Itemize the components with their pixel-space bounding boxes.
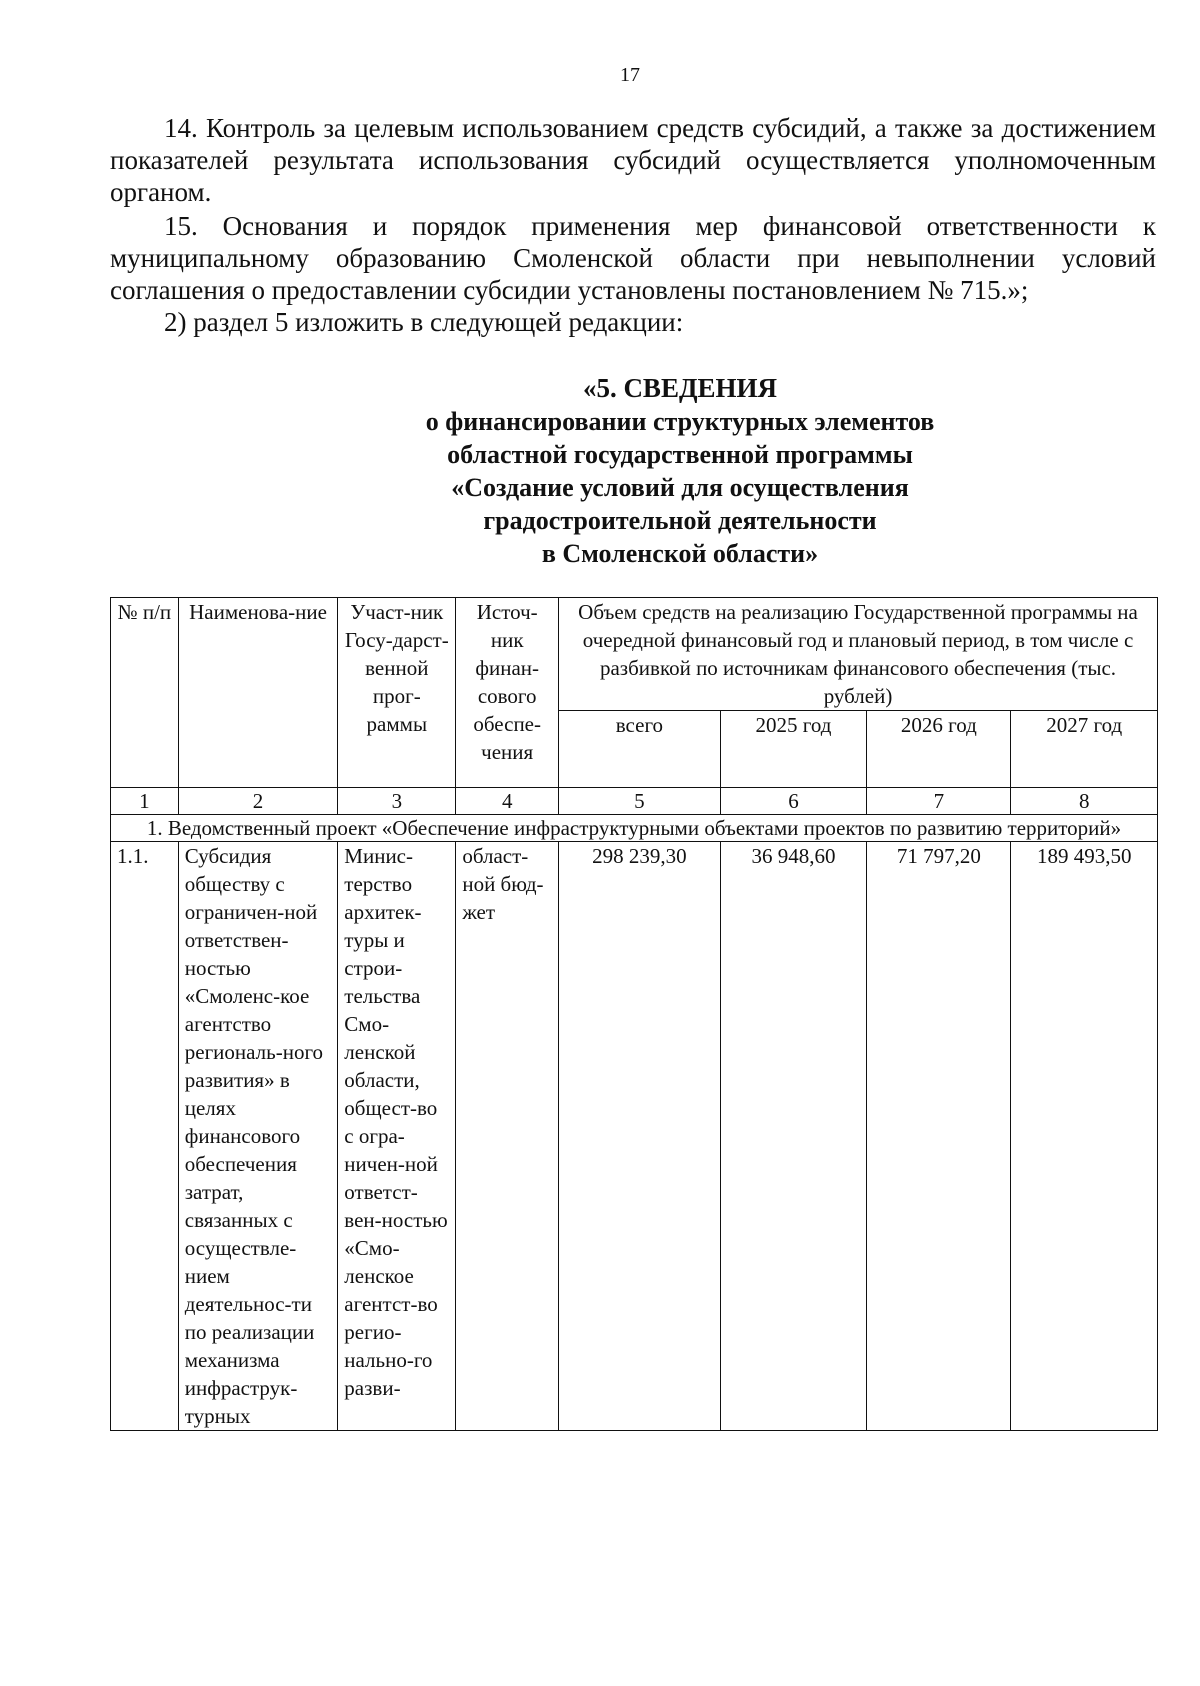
heading-line-5: градостроительной деятельности (483, 506, 877, 535)
column-number: 6 (720, 788, 866, 815)
column-number: 5 (559, 788, 721, 815)
row-2027: 189 493,50 (1011, 842, 1158, 1431)
header-year-2025: 2025 год (720, 711, 866, 788)
column-number: 3 (338, 788, 456, 815)
paragraph-14-text: 14. Контроль за целевым использованием средств субсидий, а также за достижением показателей результата использования субсидий осуществляется уполномоченным органом. (110, 113, 1156, 207)
heading-line-2: о финансировании структурных элементов (425, 407, 935, 436)
heading-line-6: в Смоленской области» (541, 539, 819, 568)
paragraph-15-text: 15. Основания и порядок применения мер финансовой ответственности к муниципальному образованию Смоленской области при невыполнении условий соглашения о предоставлении субсидии установлены постановлением № 715.»; (110, 211, 1156, 305)
column-number: 1 (111, 788, 179, 815)
header-total: всего (559, 711, 721, 788)
financing-table (110, 597, 1158, 1431)
column-number: 8 (1011, 788, 1158, 815)
column-number: 7 (867, 788, 1011, 815)
section-row (111, 815, 1158, 842)
row-source: област-ной бюд-жет (456, 842, 559, 1431)
row-total: 298 239,30 (559, 842, 721, 1431)
header-col-source: Источ-ник финан-сового обеспе-чения (456, 598, 559, 788)
section-heading (250, 372, 1110, 570)
paragraph-amendment-2-text: 2) раздел 5 изложить в следующей редакции: (164, 307, 684, 337)
row-2026: 71 797,20 (867, 842, 1011, 1431)
table-row (111, 842, 1158, 1431)
heading-line-1: «5. СВЕДЕНИЯ (582, 373, 778, 403)
paragraph-amendment-2 (110, 306, 1156, 338)
column-number: 2 (178, 788, 338, 815)
header-col-number: № п/п (111, 598, 179, 788)
header-row-top (111, 598, 1158, 711)
section-title: 1. Ведомственный проект «Обеспечение инфраструктурными объектами проектов по развитию территорий» (111, 815, 1158, 842)
row-participant: Минис-терство архитек-туры и строи-тельства Смо-ленской области, общест-во с огра-ничен-ной ответст-вен-ностью «Смо-ленское агентст-во регио-нально-го разви- (338, 842, 456, 1431)
row-name: Субсидия обществу с ограничен-ной ответствен-ностью «Смоленс-кое агентство региональ-ного развития» в целях финансового обеспечения затрат, связанных с осуществле-нием деятельнос-ти по реализации механизма инфраструк-турных (178, 842, 338, 1431)
header-col-name: Наименова-ние (178, 598, 338, 788)
heading-line-4: «Создание условий для осуществления (451, 473, 909, 502)
paragraph-15 (110, 210, 1156, 306)
row-number: 1.1. (111, 842, 179, 1431)
column-number: 4 (456, 788, 559, 815)
heading-line-3: областной государственной программы (447, 440, 913, 469)
row-2025: 36 948,60 (720, 842, 866, 1431)
header-year-2027: 2027 год (1011, 711, 1158, 788)
column-number-row (111, 788, 1158, 815)
header-col-volume: Объем средств на реализацию Государственной программы на очередной финансовый год и плановый период, в том числе с разбивкой по источникам финансового обеспечения (тыс. рублей) (559, 598, 1158, 711)
page-number: 17 (620, 64, 640, 86)
header-year-2026: 2026 год (867, 711, 1011, 788)
header-col-participant: Участ-ник Госу-дарст-венной прог-раммы (338, 598, 456, 788)
paragraph-14 (110, 112, 1156, 208)
